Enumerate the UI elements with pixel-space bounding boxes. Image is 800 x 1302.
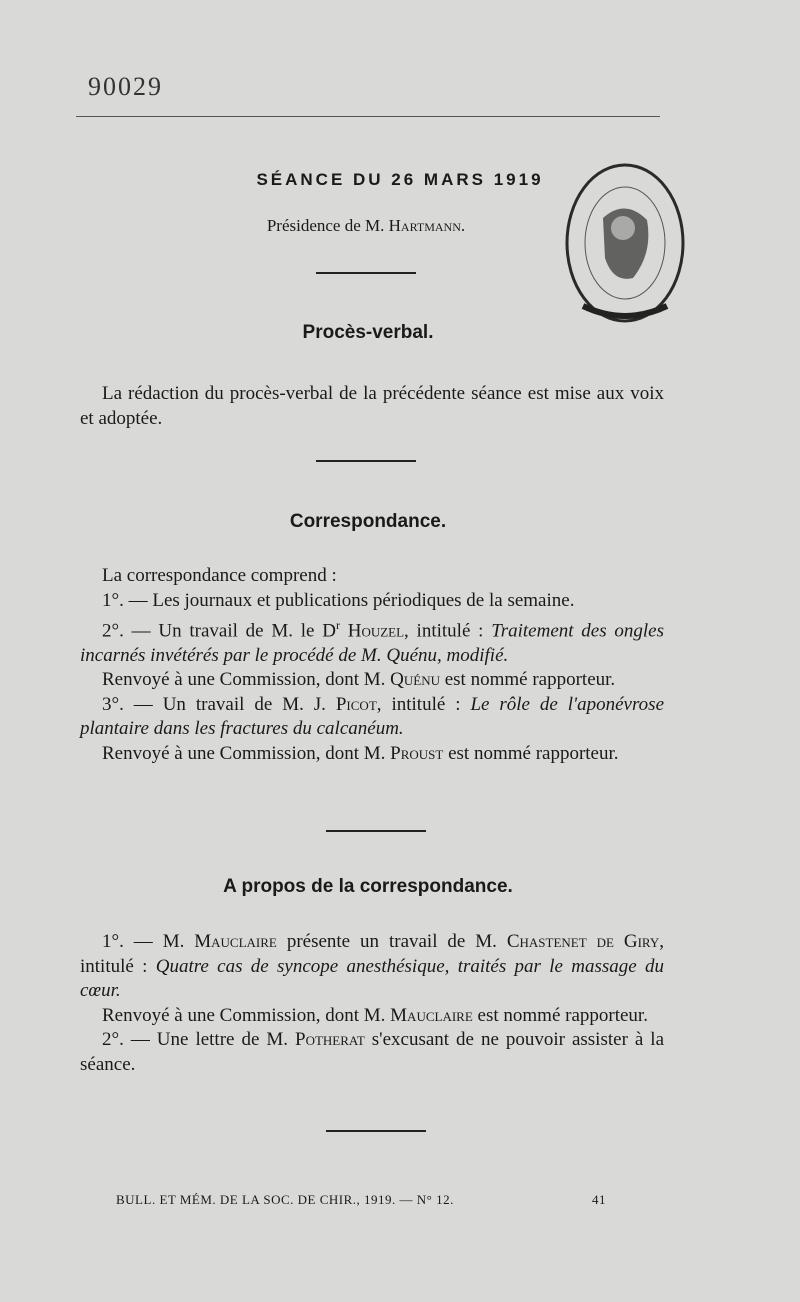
presidence-prefix: Présidence de M. [266,216,385,235]
renvoi-text: est nommé rapporteur. [439,669,616,691]
rapporteur-name: Quénu [390,669,440,691]
renvoi-text: est nommé rapporteur. [443,742,619,764]
renvoi-text: est nommé rapporteur. [472,1004,648,1026]
correspondance-item-3 [80,693,664,742]
proces-verbal-paragraph [80,382,664,431]
correspondance-item-2-renvoi [80,668,664,693]
correspondance-item-2 [80,613,664,668]
seance-title: SÉANCE DU 26 MARS 1919 [256,170,544,189]
author-name: Picot [335,693,377,715]
item-2-text: , intitulé : [404,620,492,642]
work-title: Traitement des ongles incarnés invétérés par le procédé de M. Quénu, modifié. [80,620,664,666]
item-2-text: s'excusant de ne pouvoir assister à la séance. [80,1029,665,1075]
top-rule [76,116,660,117]
section-rule [316,272,416,274]
correspondance-heading: Correspondance. [289,511,447,532]
a-propos-paragraphs [80,930,664,1077]
renvoi-text: Renvoyé à une Commission, dont M. [102,1004,391,1026]
page-footer [116,1192,606,1208]
page-number: 41 [592,1192,606,1207]
section-rule [326,1130,426,1132]
item-1-text: , intitulé : [80,931,664,977]
a-propos-item-1 [80,930,664,1004]
footer-citation: BULL. ET MÉM. DE LA SOC. DE CHIR., 1919. — N° 12. [116,1192,454,1207]
a-propos-item-1-renvoi [80,1004,664,1029]
item-2-superscript: r [335,618,340,632]
item-1-text: 1°. — M. [102,931,195,952]
item-3-text: 3°. — Un travail de M. J. [102,693,336,715]
item-3-text: , intitulé : [376,693,471,715]
rapporteur-name: Proust [390,742,444,764]
correspondance-paragraphs [80,564,664,766]
renvoi-text: Renvoyé à une Commission, dont M. [102,669,391,691]
item-2-text: 2°. — Une lettre de M. [102,1029,295,1050]
work-title: Quatre cas de syncope anesthésique, traités par le massage du cœur. [80,955,665,1001]
correspondance-item-3-renvoi [80,742,664,767]
section-rule [316,460,416,462]
president-name: Hartmann [388,216,461,235]
section-rule [326,830,426,832]
correspondance-item-1: 1°. — Les journaux et publications périodiques de la semaine. [102,589,575,611]
library-stamp [563,158,687,328]
proces-verbal-heading: Procès-verbal. [302,322,434,343]
author-name: Chastenet de Giry [506,931,660,952]
proces-verbal-text: La rédaction du procès-verbal de la précédente séance est mise aux voix et adoptée. [80,383,664,429]
correspondance-intro: La correspondance comprend : [102,565,337,586]
presidence-suffix: . [460,216,466,235]
work-title: Le rôle de l'aponévrose plantaire dans les fractures du calcanéum. [80,693,665,740]
author-name: Houzel [347,620,405,642]
author-name: Potherat [295,1029,365,1050]
a-propos-heading: A propos de la correspondance. [223,876,513,897]
rapporteur-name: Mauclaire [390,1004,473,1026]
renvoi-text: Renvoyé à une Commission, dont M. [102,742,391,764]
author-name: Mauclaire [194,931,277,952]
page-reference-number: 90029 [88,72,163,101]
a-propos-item-2 [80,1028,664,1077]
item-2-text: 2°. — Un travail de M. le D [102,620,336,642]
item-1-text: présente un travail de M. [276,931,507,952]
